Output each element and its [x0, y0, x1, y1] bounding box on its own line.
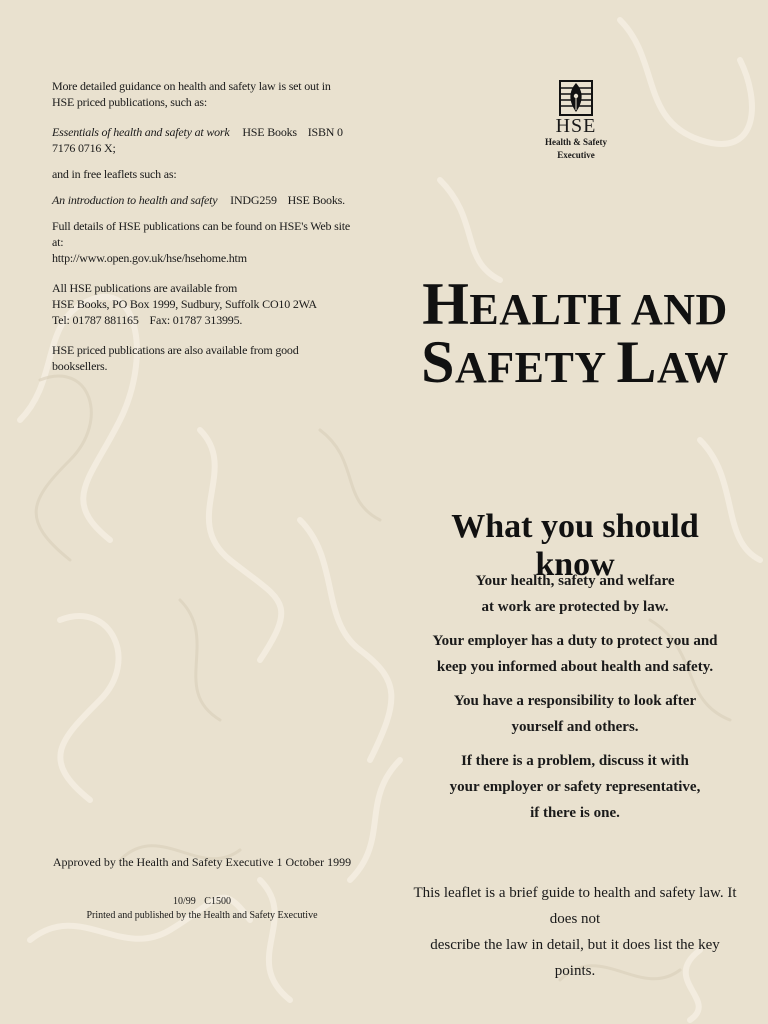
- printed-by-text: Printed and published by the Health and Safety Executive: [86, 910, 318, 921]
- priced-publication-ref: [52, 124, 352, 156]
- priced-publication-publisher: HSE Books: [242, 125, 297, 139]
- key-point: [410, 748, 740, 826]
- title-line1-rest: EALTH AND: [469, 285, 728, 334]
- publication-date-code: 10/99: [173, 896, 196, 907]
- key-point-line: yourself and others.: [511, 719, 639, 735]
- telephone-number: Tel: 01787 881165: [52, 313, 139, 327]
- free-leaflet-code: INDG259: [230, 193, 277, 207]
- title-line2-part1: AFETY: [454, 343, 617, 392]
- key-point-line: your employer or safety representative,: [449, 779, 701, 795]
- publications-info: [52, 78, 352, 388]
- leaflet-summary-note: [410, 880, 740, 984]
- key-point: [410, 628, 740, 680]
- key-point: [410, 568, 740, 620]
- key-point-line: Your employer has a duty to protect you and: [432, 633, 718, 649]
- booksellers-text: HSE priced publications are also available from good booksellers.: [52, 343, 299, 373]
- title-initial-h: H: [422, 271, 470, 337]
- key-point-line: keep you informed about health and safety.: [436, 659, 714, 675]
- key-point-line: You have a responsibility to look after: [453, 693, 697, 709]
- hse-name-line2: Executive: [557, 150, 595, 160]
- publication-codes: [52, 895, 352, 923]
- summary-note-line: describe the law in detail, but it does list the key points.: [430, 937, 720, 979]
- priced-publication-title: Essentials of health and safety at work: [52, 125, 230, 139]
- publication-code: C1500: [204, 896, 231, 907]
- hse-abbreviation: HSE: [555, 115, 597, 137]
- availability-text: All HSE publications are available from: [52, 281, 238, 295]
- fax-number: Fax: 01787 313995.: [149, 313, 243, 327]
- title-line-1: [410, 271, 740, 337]
- title-initial-l: L: [616, 329, 657, 395]
- approval-statement: Approved by the Health and Safety Executive 1 October 1999: [52, 855, 352, 869]
- website-url: http://www.open.gov.uk/hse/hsehome.htm: [52, 251, 247, 265]
- postal-address: HSE Books, PO Box 1999, Sudbury, Suffolk CO10 2WA: [52, 297, 317, 311]
- key-point-line: Your health, safety and welfare: [475, 573, 675, 589]
- contact-numbers: [52, 312, 352, 328]
- key-point-line: if there is one.: [530, 805, 620, 821]
- website-text: Full details of HSE publications can be found on HSE's Web site at:: [52, 219, 351, 249]
- free-leaflet-publisher: HSE Books.: [287, 193, 345, 207]
- priced-publication-isbn: ISBN 0 7176 0716 X;: [52, 125, 343, 155]
- key-point: [410, 688, 740, 740]
- hse-name-line1: Health & Safety: [545, 137, 607, 147]
- title-line-2: [410, 329, 740, 395]
- free-intro-text: and in free leaflets such as:: [52, 167, 177, 181]
- hse-logo: [540, 80, 612, 162]
- availability-info: [52, 280, 352, 328]
- title-line2-part2: AW: [657, 343, 729, 392]
- key-point-line: at work are protected by law.: [481, 599, 669, 615]
- summary-note-line: This leaflet is a brief guide to health and safety law. It does not: [413, 885, 737, 927]
- website-info: [52, 218, 352, 266]
- free-leaflet-ref: [52, 192, 352, 208]
- subtitle: What you should know: [451, 508, 699, 583]
- key-point-line: If there is a problem, discuss it with: [461, 753, 689, 769]
- key-points: [410, 568, 740, 834]
- hse-pen-nib-logo-icon: [559, 80, 593, 116]
- leaflet-title: [410, 271, 740, 395]
- intro-text: More detailed guidance on health and safety law is set out in HSE priced publications, such as:: [52, 79, 331, 109]
- free-leaflet-title: An introduction to health and safety: [52, 193, 218, 207]
- title-initial-s: S: [421, 329, 455, 395]
